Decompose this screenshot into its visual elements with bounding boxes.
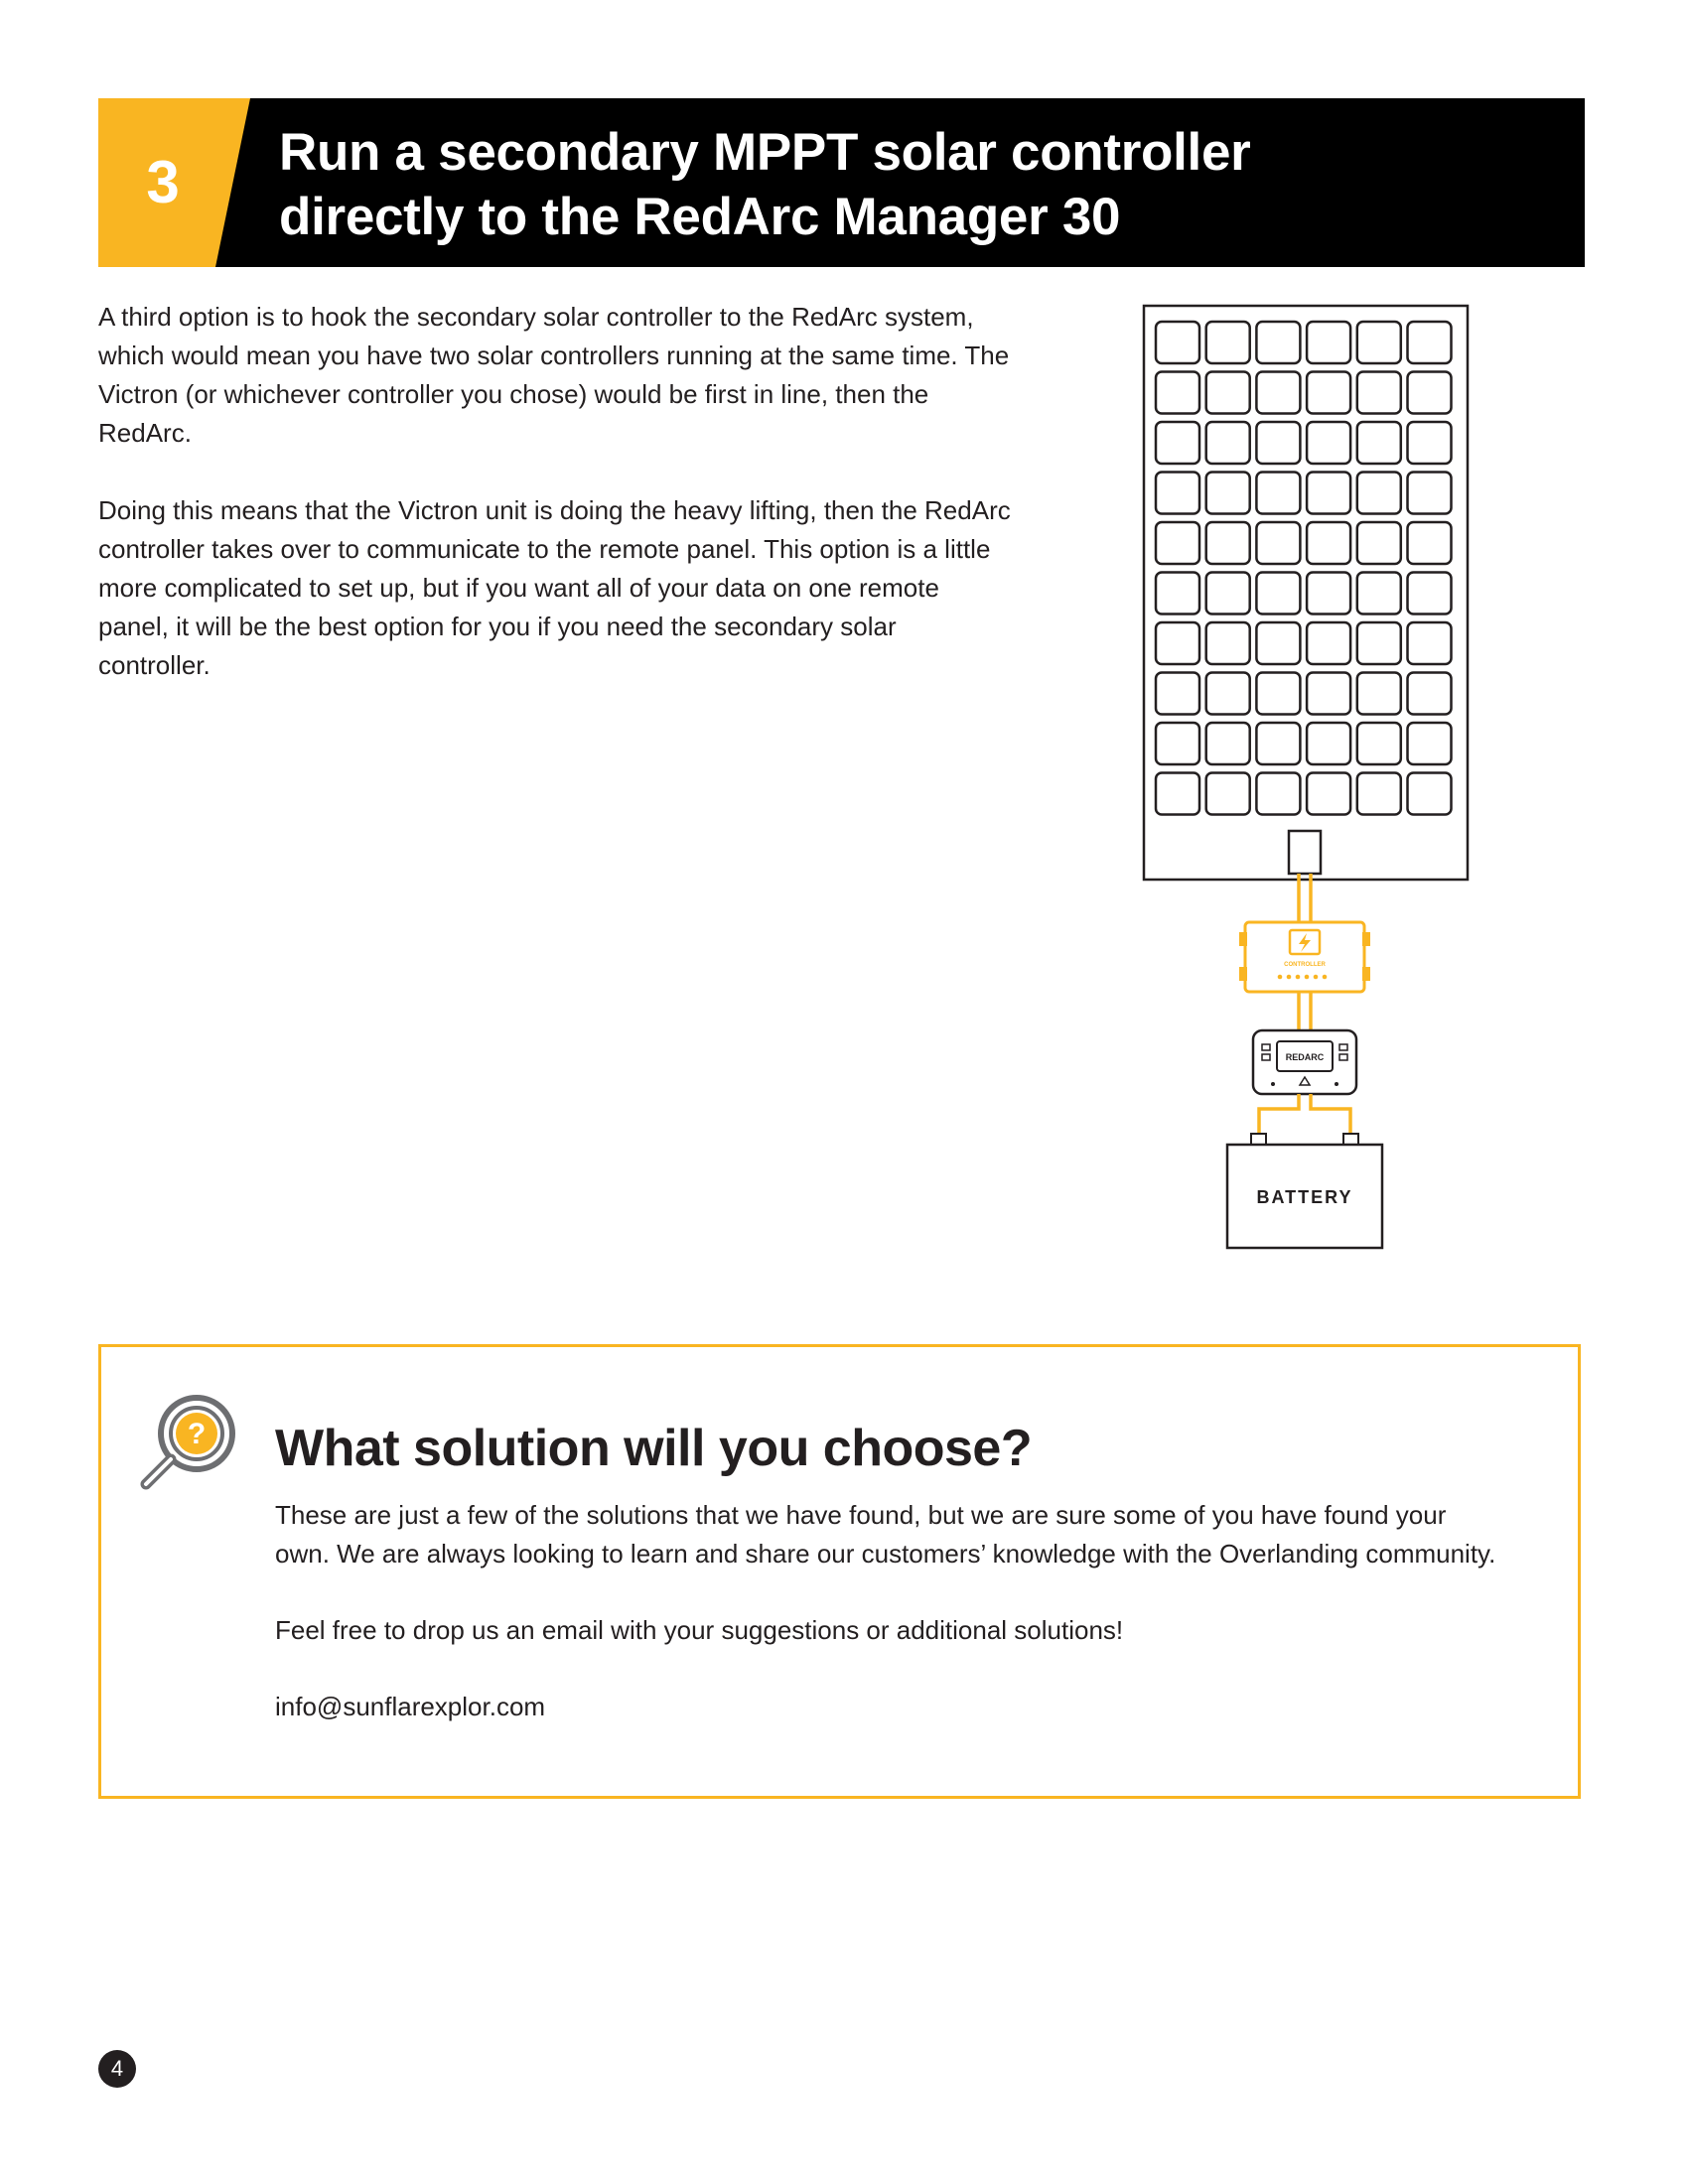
contact-email: info@sunflarexplor.com — [275, 1692, 546, 1721]
page-number: 4 — [98, 2050, 136, 2088]
solar-cell — [1256, 322, 1300, 363]
solar-cell — [1307, 573, 1350, 614]
solar-cell — [1156, 723, 1199, 764]
solar-cell — [1408, 473, 1452, 514]
solar-cell — [1357, 473, 1401, 514]
callout-body — [275, 1496, 1506, 1726]
solar-cell — [1307, 422, 1350, 464]
battery-icon — [1227, 1134, 1382, 1248]
solar-cell — [1156, 522, 1199, 564]
junction-box — [1289, 831, 1321, 874]
section-header — [98, 98, 1585, 267]
solar-cell — [1307, 773, 1350, 815]
wiring-diagram — [1142, 298, 1509, 1281]
solar-cell — [1307, 522, 1350, 564]
callout-paragraph-1: These are just a few of the solutions that we have found, but we are sure some of you have found your own. We are always looking to learn and share our customers’ knowledge with the Overlanding community. — [275, 1500, 1496, 1569]
solar-cell — [1156, 422, 1199, 464]
solar-cell — [1206, 322, 1250, 363]
solar-cell — [1206, 422, 1250, 464]
section-title-line-1: Run a secondary MPPT solar controller — [279, 123, 1251, 182]
section-title — [279, 120, 1550, 249]
solar-cell — [1206, 723, 1250, 764]
callout-title: What solution will you choose? — [275, 1420, 1033, 1477]
solar-cell — [1256, 622, 1300, 664]
intro-text — [98, 298, 1012, 724]
solar-cell — [1357, 372, 1401, 414]
solar-cell — [1156, 622, 1199, 664]
solar-cell — [1357, 673, 1401, 715]
solar-cell — [1408, 723, 1452, 764]
intro-paragraph-2: Doing this means that the Victron unit is doing the heavy lifting, then the RedArc controller takes over to communicate to the remote panel. This option is a little more complicated to set up, but if you want all of your data on one remote panel, it will be the best option for you if you need the secondary solar controller. — [98, 495, 1011, 680]
solar-cell — [1206, 522, 1250, 564]
redarc-manager-icon — [1253, 1030, 1356, 1094]
solar-cell — [1206, 673, 1250, 715]
solar-cell — [1156, 673, 1199, 715]
solar-cell — [1307, 322, 1350, 363]
intro-paragraph-1: A third option is to hook the secondary solar controller to the RedArc system, which would mean you have two solar controllers running at the same time. The Victron (or whichever controller you chose) would be first in line, then the RedArc. — [98, 302, 1010, 448]
section-number: 3 — [146, 149, 180, 215]
solar-cell — [1357, 522, 1401, 564]
solar-cell — [1256, 473, 1300, 514]
solar-cell — [1408, 372, 1452, 414]
solar-cell — [1206, 372, 1250, 414]
solar-cell — [1156, 372, 1199, 414]
solar-cell — [1408, 622, 1452, 664]
solar-cell — [1408, 422, 1452, 464]
solar-cell — [1408, 673, 1452, 715]
solar-cell — [1256, 422, 1300, 464]
solar-cell — [1256, 773, 1300, 815]
solar-cell — [1408, 773, 1452, 815]
controller-label: CONTROLLER — [1284, 962, 1326, 968]
solar-cell — [1256, 372, 1300, 414]
solar-panel-icon — [1144, 306, 1468, 880]
solar-cell — [1357, 723, 1401, 764]
solar-cell — [1156, 773, 1199, 815]
wire-redarc-to-battery — [1259, 1094, 1350, 1134]
solar-cell — [1408, 322, 1452, 363]
solar-cell — [1156, 473, 1199, 514]
solar-cell — [1357, 773, 1401, 815]
solar-cell — [1256, 573, 1300, 614]
magnifier-question-icon — [134, 1387, 243, 1496]
solar-cell — [1307, 473, 1350, 514]
solar-cell — [1307, 372, 1350, 414]
callout-paragraph-2: Feel free to drop us an email with your suggestions or additional solutions! — [275, 1615, 1124, 1645]
wire-controller-to-redarc — [1299, 992, 1311, 1030]
solar-cell — [1357, 422, 1401, 464]
solar-cell — [1408, 522, 1452, 564]
solar-cell — [1206, 622, 1250, 664]
solar-cell — [1307, 673, 1350, 715]
solar-cell — [1256, 673, 1300, 715]
solar-cell — [1206, 573, 1250, 614]
solar-cell — [1357, 573, 1401, 614]
solar-cell — [1256, 723, 1300, 764]
section-title-line-2: directly to the RedArc Manager 30 — [279, 188, 1121, 246]
callout-box — [98, 1344, 1581, 1799]
battery-label: BATTERY — [1256, 1187, 1353, 1207]
solar-cell — [1156, 322, 1199, 363]
solar-cell — [1307, 622, 1350, 664]
mppt-controller-icon — [1239, 922, 1370, 992]
solar-cell — [1357, 622, 1401, 664]
solar-cell — [1206, 773, 1250, 815]
solar-cell — [1206, 473, 1250, 514]
solar-cell — [1156, 573, 1199, 614]
svg-text:?: ? — [187, 1418, 207, 1450]
redarc-label: REDARC — [1285, 1052, 1325, 1062]
solar-cell — [1408, 573, 1452, 614]
solar-cell — [1256, 522, 1300, 564]
solar-cell — [1307, 723, 1350, 764]
solar-cell — [1357, 322, 1401, 363]
